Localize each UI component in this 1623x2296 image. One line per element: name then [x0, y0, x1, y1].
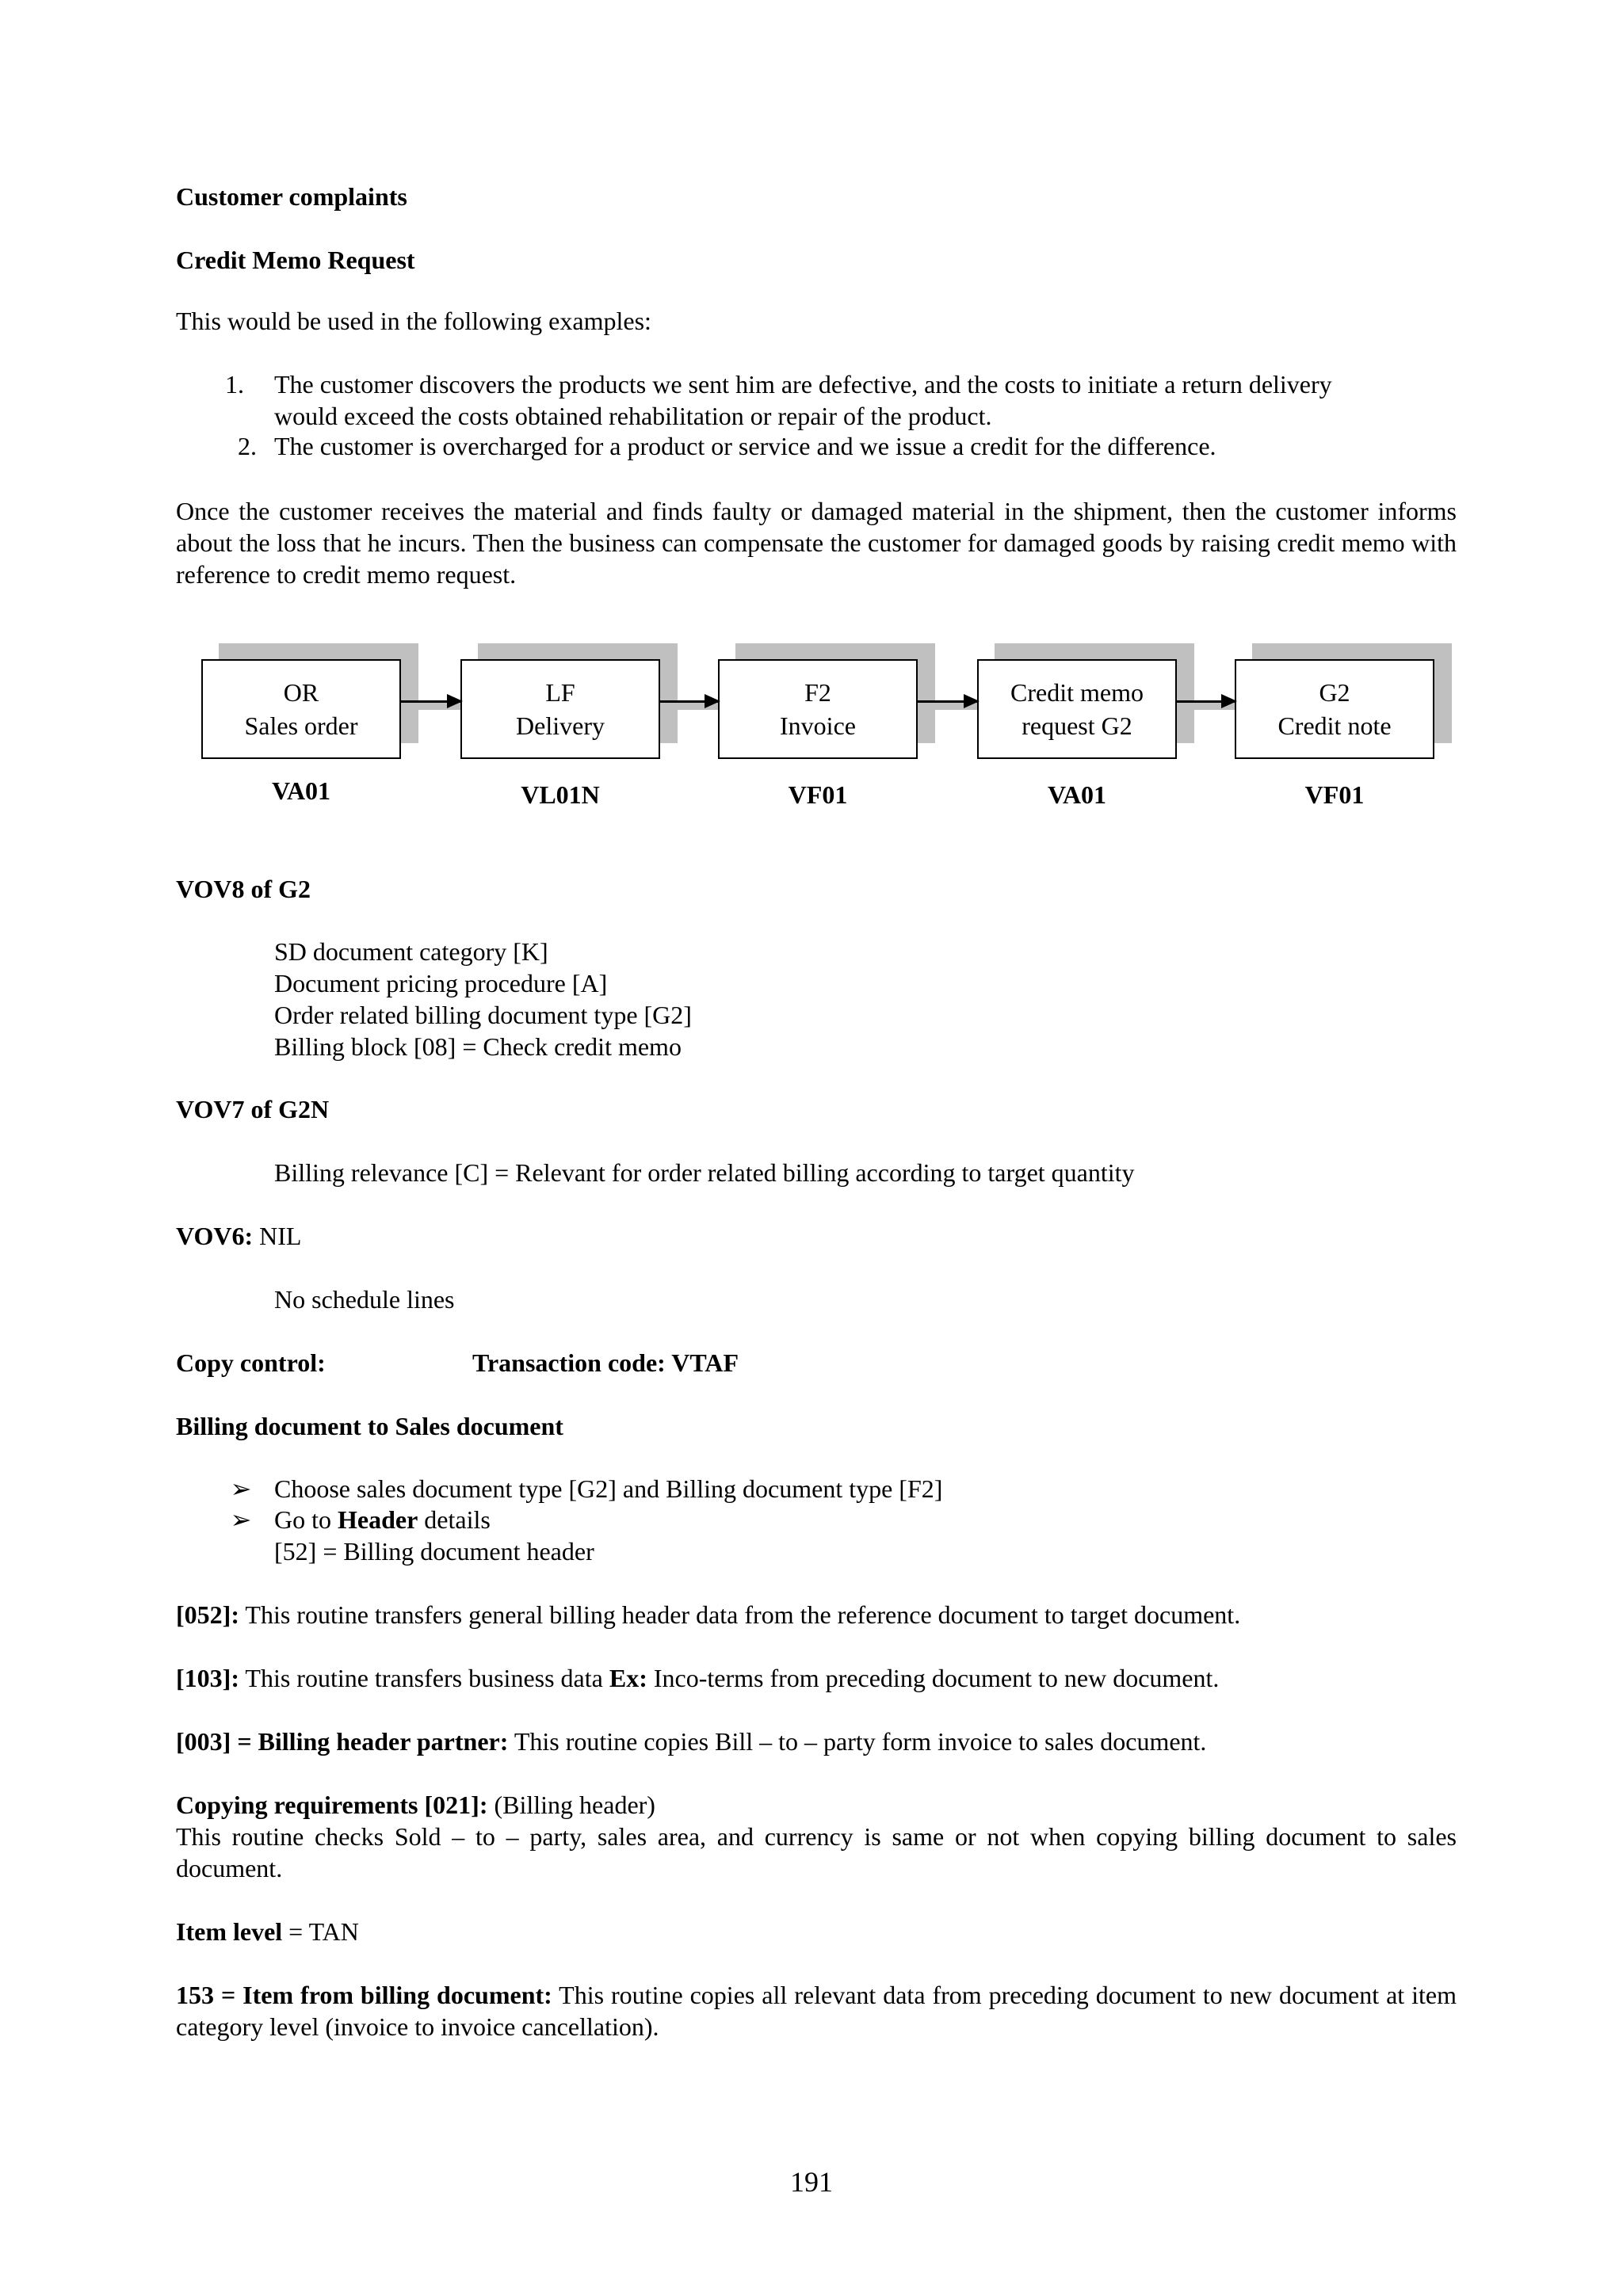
flow-box-invoice	[718, 659, 918, 759]
list-item-text: The customer is overcharged for a product or service and we issue a credit for the difference.	[274, 432, 1216, 460]
flow-arrow	[401, 700, 461, 703]
box-line: LF	[545, 678, 575, 707]
vov8-line: Order related billing document type [G2]	[274, 1001, 692, 1029]
billing-to-sales-heading: Billing document to Sales document	[176, 1412, 563, 1440]
vov6-value: NIL	[253, 1222, 302, 1250]
tcode-label: VF01	[1304, 780, 1365, 809]
tcode-label: VF01	[788, 780, 848, 809]
flow-box-delivery	[460, 659, 660, 759]
bullet-subline: [52] = Billing document header	[274, 1537, 594, 1566]
box-line: Credit memo	[1010, 678, 1144, 707]
vov7-line: Billing relevance [C] = Relevant for order related billing according to target quantity	[274, 1158, 1135, 1187]
box-line: Credit note	[1277, 711, 1392, 740]
copying-requirements-heading: Copying requirements [021]: (Billing header)	[176, 1791, 655, 1819]
bullet-item	[230, 1473, 1457, 1505]
flow-box-credit-note	[1235, 659, 1434, 759]
list-number: 1.	[225, 370, 244, 399]
flow-arrow	[918, 700, 978, 703]
routine-103: [103]: This routine transfers business data Ex: Inco-terms from preceding document to new document.	[176, 1664, 1220, 1692]
list-item	[225, 368, 1457, 400]
vov6-heading: VOV6: NIL	[176, 1222, 302, 1250]
subsection-heading: Credit Memo Request	[176, 246, 415, 274]
flow-arrow	[1177, 700, 1235, 703]
body-paragraph: Once the customer receives the material and finds faulty or damaged material in the shipment, then the customer informs about the loss that he incurs. Then the business can compensate the customer for damaged goods by raising credit memo with reference to credit memo request.	[176, 497, 1457, 589]
vov6-line: No schedule lines	[274, 1285, 455, 1314]
list-item	[238, 430, 1457, 462]
bullet-text: Go to	[274, 1505, 338, 1534]
flow-box-sales-order	[201, 659, 401, 759]
box-line: Delivery	[516, 711, 605, 740]
tcode-label: VL01N	[521, 780, 600, 809]
vov7-heading: VOV7 of G2N	[176, 1095, 330, 1123]
flow-arrow	[660, 700, 719, 703]
vov8-line: Document pricing procedure [A]	[274, 969, 608, 997]
tcode-label: VA01	[271, 776, 331, 805]
box-line: F2	[804, 678, 831, 707]
page-number: 191	[790, 2166, 833, 2198]
list-number: 2.	[238, 432, 257, 460]
tcode-label: VA01	[1047, 780, 1107, 809]
routine-003: [003] = Billing header partner: This routine copies Bill – to – party form invoice to sales document.	[176, 1727, 1207, 1756]
section-heading: Customer complaints	[176, 182, 407, 211]
bullet-item	[230, 1504, 1457, 1535]
arrow-bullet-icon: ➢	[230, 1505, 252, 1534]
arrow-bullet-icon: ➢	[230, 1474, 252, 1503]
box-line: Sales order	[244, 711, 358, 740]
copying-requirements-text: This routine checks Sold – to – party, sales area, and currency is same or not when copying billing document to sales document.	[176, 1822, 1457, 1882]
box-line: Invoice	[780, 711, 856, 740]
routine-153: 153 = Item from billing document: This routine copies all relevant data from preceding document to new document at item category level (invoice to invoice cancellation).	[176, 1981, 1457, 2041]
intro-text: This would be used in the following examples:	[176, 307, 651, 335]
vov8-heading: VOV8 of G2	[176, 875, 311, 903]
list-item-continuation: would exceed the costs obtained rehabilitation or repair of the product.	[274, 402, 992, 430]
copy-control-label: Copy control:	[176, 1348, 326, 1377]
vov8-line: Billing block [08] = Check credit memo	[274, 1032, 682, 1061]
box-line: G2	[1319, 678, 1350, 707]
item-level: Item level = TAN	[176, 1917, 359, 1946]
box-line: OR	[283, 678, 319, 707]
box-line: request G2	[1022, 711, 1132, 740]
copy-control-tcode: Transaction code: VTAF	[472, 1348, 739, 1377]
bullet-bold: Header	[338, 1505, 418, 1534]
vov8-line: SD document category [K]	[274, 937, 548, 966]
bullet-text: Choose sales document type [G2] and Billing document type [F2]	[274, 1474, 943, 1503]
list-item-text: The customer discovers the products we sent him are defective, and the costs to initiate a return delivery	[274, 370, 1332, 399]
routine-052: [052]: This routine transfers general billing header data from the reference document to target document.	[176, 1600, 1241, 1629]
flow-box-credit-memo-request	[977, 659, 1177, 759]
bullet-text: details	[418, 1505, 491, 1534]
